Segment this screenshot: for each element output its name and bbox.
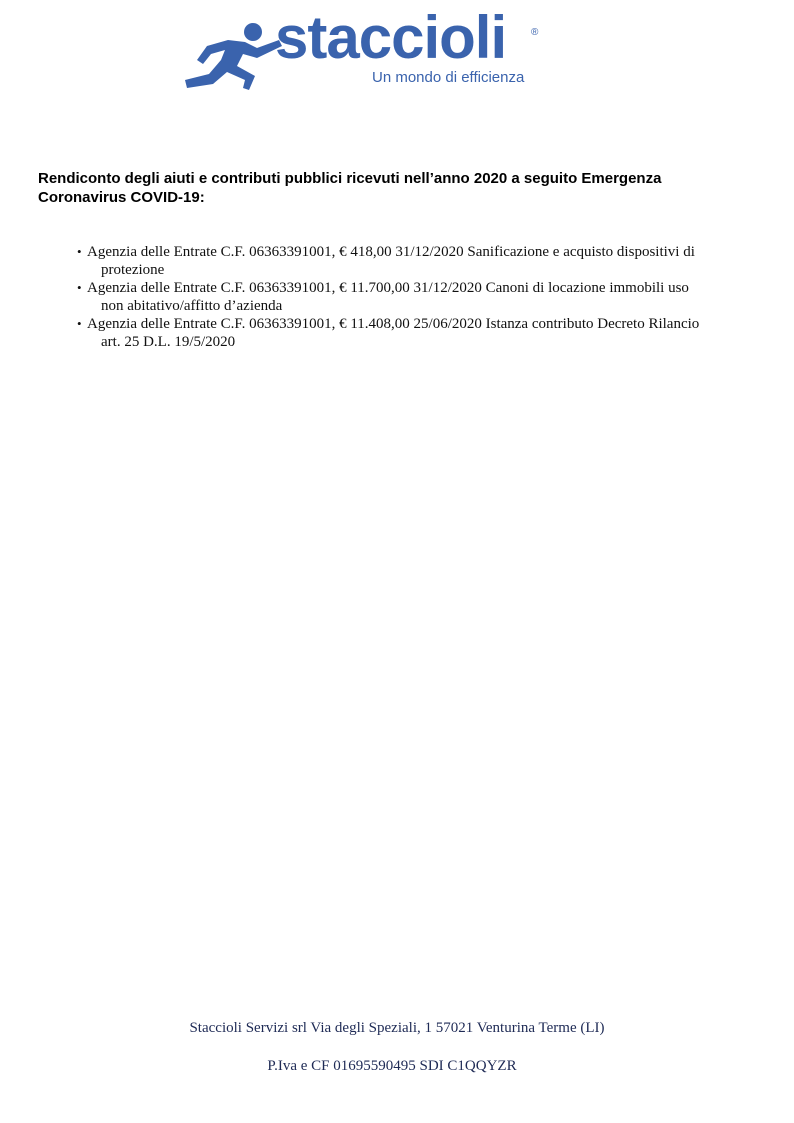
list-item-line: non abitativo/affitto d’azienda <box>101 298 283 314</box>
list-item-line: Agenzia delle Entrate C.F. 06363391001, € 11.408,00 25/06/2020 Istanza contributo Decreto Rilancio <box>87 316 700 332</box>
bullet-icon: • <box>77 316 82 331</box>
page-title: Rendiconto degli aiuti e contributi pubblici ricevuti nell’anno 2020 a seguito Emergenza Coronavirus COVID-19: <box>38 170 662 206</box>
footer-address: Staccioli Servizi srl Via degli Speziali, 1 57021 Venturina Terme (LI) <box>189 1020 605 1036</box>
list-item <box>78 279 748 315</box>
list-item <box>78 315 748 351</box>
brand-wordmark: staccioli <box>275 4 507 71</box>
list-item-line: art. 25 D.L. 19/5/2020 <box>101 334 236 350</box>
footer-tax-info: P.Iva e CF 01695590495 SDI C1QQYZR <box>267 1058 517 1074</box>
company-logo <box>183 4 543 94</box>
brand-tagline: Un mondo di efficienza <box>372 69 525 86</box>
runner-logo-icon <box>183 18 283 96</box>
registered-mark: ® <box>531 27 539 38</box>
list-item-line: protezione <box>101 262 165 278</box>
bullet-icon: • <box>77 244 82 259</box>
list-item-line: Agenzia delle Entrate C.F. 06363391001, € 11.700,00 31/12/2020 Canoni di locazione immobili uso <box>87 280 689 296</box>
list-item <box>78 243 748 279</box>
list-item-line: Agenzia delle Entrate C.F. 06363391001, € 418,00 31/12/2020 Sanificazione e acquisto dispositivi di <box>87 244 695 260</box>
aid-list <box>78 243 748 351</box>
bullet-icon: • <box>77 280 82 295</box>
